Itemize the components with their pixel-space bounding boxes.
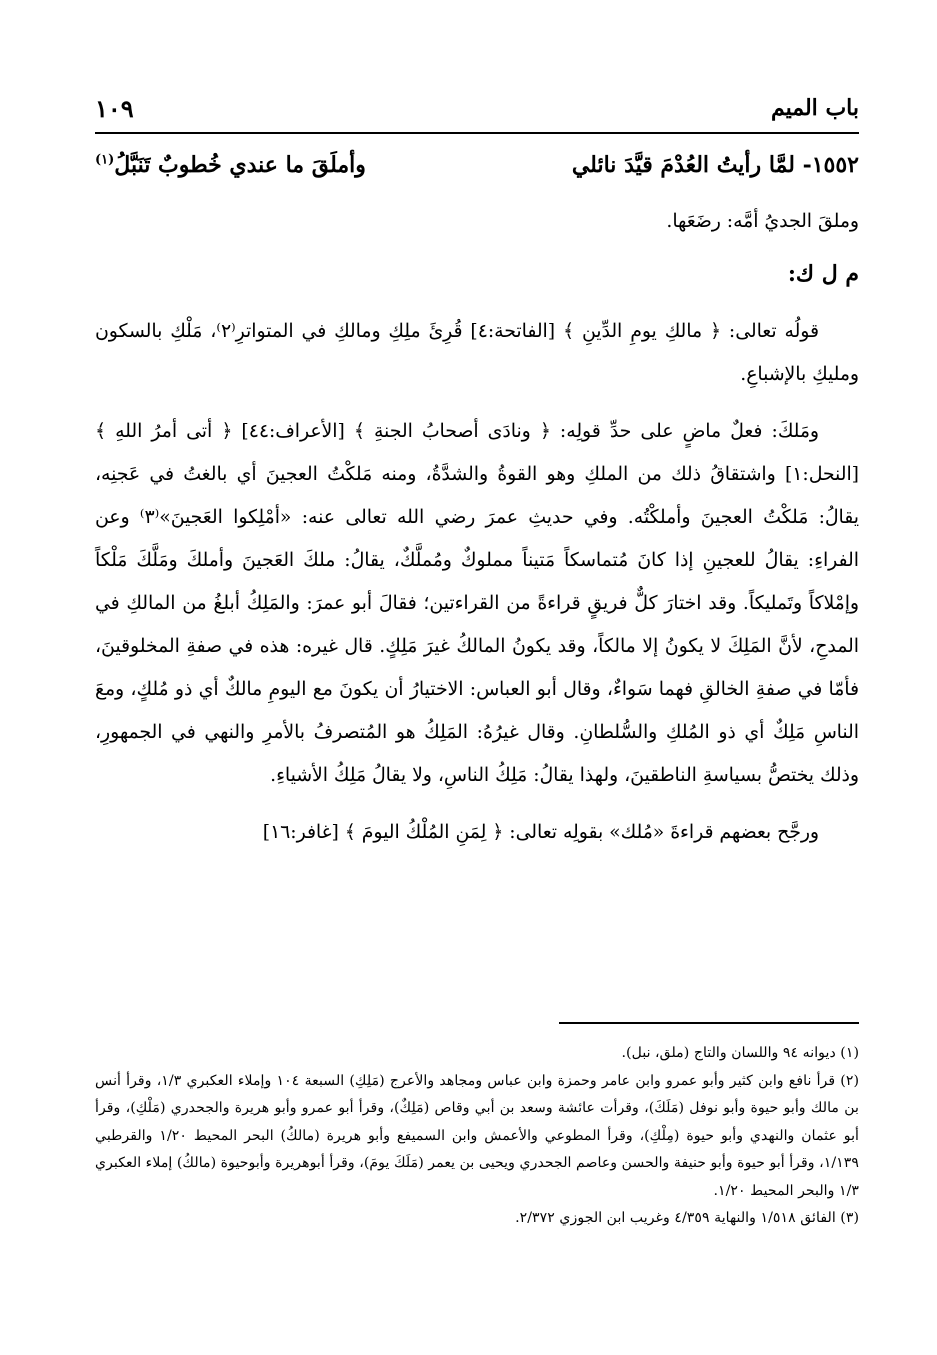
footnote-ref: (١): [95, 152, 115, 168]
paragraph-3: ورجَّح بعضهم قراءةَ «مُلك» بقولِه تعالى: ﴿ لِمَنِ المُلْكُ اليومَ ﴾ [غافر:١٦]: [262, 822, 819, 843]
footnote-2: (٢) قرأ نافع وابن كثير وأبو عمرو وابن عامر وحمزة وابن عباس ومجاهد والأعرج (مَلِكِ) السبعة ١٠٤ وإملاء العكبري ١/٣، وقرأ أنس بن مالك وأبو حيوة وأبو نوفل (مَلَكَ)، وقرأت عائشة وسعد بن أبي وقاص (مَلِكٌ)، وقرأ أبو عمرو وأبو هريرة والجحدري (مَلْكِ)، وقرأ أبو عثمان والنهدي وأبو حيوة (مِلْكِ)، وقرأ المطوعي والأعمش وابن السميفع وأبو هريرة (مالكُ) البحر المحيط ١/٢٠ والقرطبي ١/١٣٩، وقرأ أبو حيوة وأبو حنيفة والحسن وعاصم الجحدري ويحيى بن يعمر (مَلَكَ يومَ)، وقرأ أبوهريرة وأبوحيوة (مالكُ) إملاء العكبري ١/٣ والبحر المحيط ١/٢٠.: [95, 1072, 859, 1199]
verse-second-hemistich-wrap: [95, 152, 366, 178]
poetry-verse: [95, 140, 859, 190]
verse-first-hemistich: ١٥٥٢- لمَّا رأيتُ العُدْمَ قيَّدَ نائلي: [571, 152, 859, 178]
root-heading: م ل ك:: [787, 261, 859, 287]
footnotes: [95, 1040, 859, 1233]
chapter-title: باب الميم: [770, 95, 859, 121]
page-number: ١٠٩: [95, 93, 134, 123]
main-text: [95, 200, 859, 854]
page-header: [95, 88, 859, 134]
paragraph-2: ومَلكَ: فعلٌ ماضٍ على حدِّ قولِه: ﴿ ونادَى أصحابُ الجنةِ ﴾ [الأعراف:٤٤] ﴿ أتى أمرُ اللهِ ﴾ [النحل:١] واشتقاقُ ذلك من الملكِ وهو القوةُ والشدَّةُ، ومنه مَلكْتُ العجينَ أي بالغتُ في عَجنِه، يقالُ: مَلكْتُ العجينَ وأملكْتُه. وفي حديثِ عمرَ رضي الله تعالى عنه: «أمْلِكوا العَجينَ»⁽٣⁾ وعن الفراءِ: يقالُ للعجينِ إذا كانَ مُتماسكاً مَتيناً مملوكٌ ومُملَّكٌ، يقالُ: ملكَ العَجينَ وأملكَ ومَلَّكَ مَلْكاً وإمْلاكاً وتَمليكاً. وقد اختارَ كلٌّ فريقٍ قراءةً من القراءتين؛ فقالَ أبو عمرَ: والمَلِكُ أبلغُ من المالكِ في المدحِ، لأنَّ المَلِكَ لا يكونُ إلا مالكاً، وقد يكونُ المالكُ غيرَ مَلِكٍ. قال غيره: هذه في صفةِ المخلوقينَ، فأمّا في صفةِ الخالقِ فهما سَواءٌ، وقال أبو العباس: الاختيارُ أن يكونَ مع اليومِ مالكٌ أي ذو مُلكٍ، ومعَ الناسِ مَلِكٌ أي ذو المُلكِ والسُّلطانِ. وقال غيرُهُ: المَلِكُ هو المُتصرفُ بالأمرِ والنهي في الجمهورِ، وذلك يختصُّ بسياسةِ الناطقينَ، ولهذا يقالُ: مَلِكُ الناسِ، ولا يقالُ مَلِكُ الأشياءِ.: [95, 421, 860, 786]
verse-second-hemistich: وأملَقَ ما عندي خُطوبٌ تَنَبَّلُ: [114, 152, 366, 178]
definition-line: وملقَ الجديُ أمَّه: رضَعَها.: [666, 211, 859, 232]
footnote-separator: [559, 1022, 859, 1024]
footnote-1: (١) ديوانه ٩٤ واللسان والتاج (ملق، نبل).: [621, 1045, 859, 1061]
footnote-3: (٣) الفائق ١/٥١٨ والنهاية ٤/٣٥٩ وغريب ابن الجوزي ٢/٣٧٢.: [515, 1210, 859, 1226]
paragraph-1: قولُه تعالى: ﴿ مالكِ يومِ الدِّينِ ﴾ [الفاتحة:٤] قُرِئَ ملِكِ ومالكِ في المتواترِ⁽٢⁾، مَلْكِ بالسكون ومليكِ بالإشباعِ.: [95, 321, 859, 385]
